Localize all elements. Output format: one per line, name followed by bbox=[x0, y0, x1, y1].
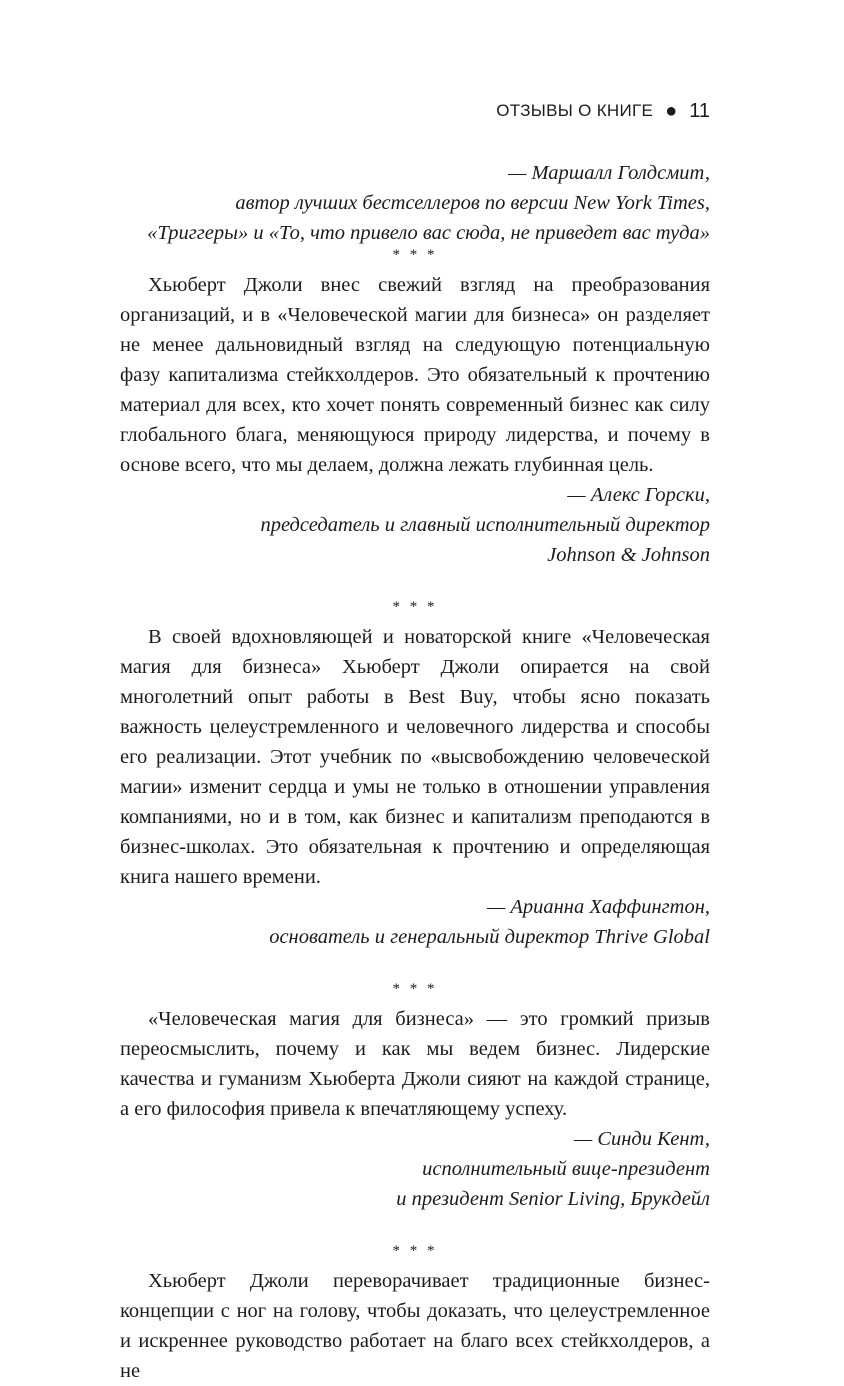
page-content bbox=[120, 158, 710, 1386]
reviewer-name: — Синди Кент, bbox=[573, 1128, 710, 1150]
review-text: В своей вдохновляющей и новаторской книге «Человеческая магия для бизнеса» Хьюберт Джоли опирается на свой многолетний опыт работы в Best Buy, чтобы ясно показать важность целеустремленного и человечного лидерства и способы его реализации. Этот учебник по «высвобождению человеческой магии» изменит сердца и умы не только в отношении управления компаниями, но и в том, как бизнес и капитализм преподаются в бизнес-школах. Это обязательная к прочтению и определяющая книга нашего времени. bbox=[120, 626, 710, 888]
spacer bbox=[120, 1214, 710, 1236]
reviewer-title: автор лучших бестселлеров по версии New York Times, bbox=[235, 192, 710, 214]
reviewer-company: Johnson & Johnson bbox=[547, 544, 710, 566]
page-number: 11 bbox=[689, 99, 710, 122]
reviewer-name: — Маршалл Голдсмит, bbox=[508, 162, 710, 184]
separator-stars: * * * bbox=[392, 599, 438, 615]
reviewer-name: — Арианна Хаффингтон, bbox=[487, 896, 710, 918]
separator-stars: * * * bbox=[392, 981, 438, 997]
book-page bbox=[120, 0, 710, 1382]
spacer bbox=[120, 570, 710, 592]
review-text: Хьюберт Джоли переворачивает традиционные бизнес-концепции с ног на голову, чтобы доказать, что целеустремленное и искреннее руководство работает на благо всех стейкхолдеров, а не bbox=[120, 1270, 710, 1382]
reviewer-title: исполнительный вице-президент bbox=[422, 1158, 710, 1180]
reviewer-title: основатель и генеральный директор Thrive Global bbox=[269, 926, 710, 948]
review-block-5 bbox=[120, 1266, 710, 1386]
reviewer-name: — Алекс Горски, bbox=[567, 484, 710, 506]
separator-stars: * * * bbox=[392, 247, 438, 263]
review-block-1 bbox=[120, 158, 710, 248]
review-text: «Человеческая магия для бизнеса» — это громкий призыв переосмыслить, почему и как мы ведем бизнес. Лидерские качества и гуманизм Хьюберта Джоли сияют на каждой странице, а его философия привела к впечатляющему успеху. bbox=[120, 1008, 710, 1120]
reviewer-books: «Триггеры» и «То, что привело вас сюда, не приведет вас туда» bbox=[147, 222, 710, 244]
separator-stars: * * * bbox=[392, 1243, 438, 1259]
review-block-4 bbox=[120, 1004, 710, 1214]
review-block-2 bbox=[120, 270, 710, 570]
reviewer-title: председатель и главный исполнительный директор bbox=[260, 514, 710, 536]
running-header bbox=[496, 96, 710, 126]
spacer bbox=[120, 952, 710, 974]
reviewer-company: и президент Senior Living, Брукдейл bbox=[396, 1188, 710, 1210]
review-text: Хьюберт Джоли внес свежий взгляд на преобразования организаций, и в «Человеческой магии для бизнеса» он разделяет не менее дальновидный взгляд на следующую потенциальную фазу капитализма стейкхолдеров. Это обязательный к прочтению материал для всех, кто хочет понять современный бизнес как силу глобального блага, меняющуюся природу лидерства, и почему в основе всего, что мы делаем, должна лежать глубинная цель. bbox=[120, 274, 710, 476]
review-block-3 bbox=[120, 622, 710, 952]
section-title: ОТЗЫВЫ О КНИГЕ bbox=[496, 101, 654, 120]
bullet-icon: ● bbox=[665, 100, 678, 122]
